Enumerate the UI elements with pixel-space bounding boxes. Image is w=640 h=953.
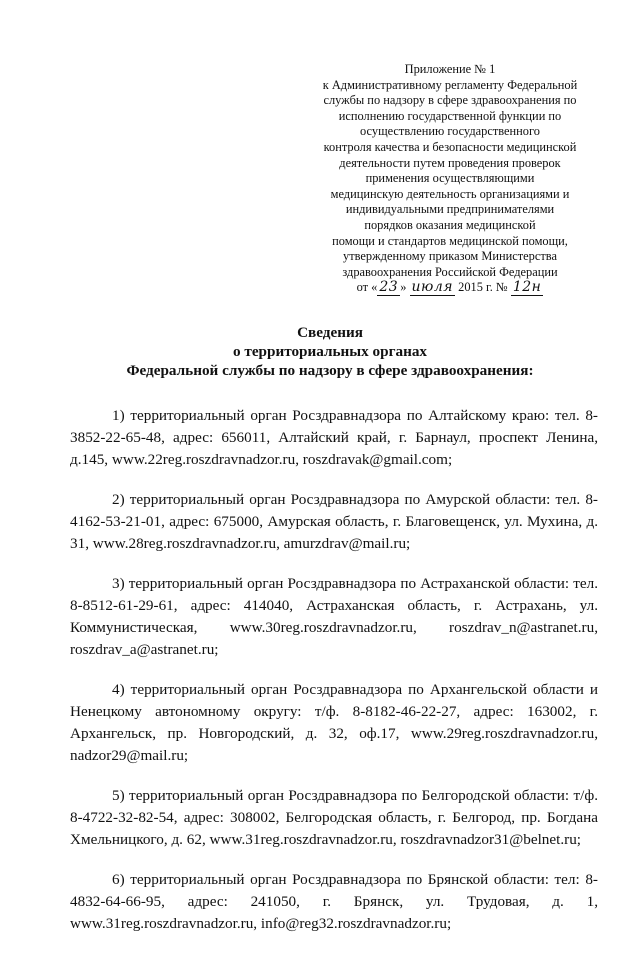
date-mid: » xyxy=(400,280,407,295)
title-line: о территориальных органах xyxy=(232,343,428,360)
appendix-block xyxy=(300,62,600,296)
entries-list xyxy=(70,405,598,953)
document-title xyxy=(60,323,600,380)
appendix-line: деятельности путем проведения проверок xyxy=(339,155,561,170)
title-line: Сведения xyxy=(297,324,363,341)
handwritten-order-number: 12н xyxy=(512,279,542,296)
title-line: Федеральной службы по надзору в сфере здравоохранения: xyxy=(126,362,534,379)
appendix-line: осуществлению государственного xyxy=(360,124,540,139)
appendix-line: индивидуальными предпринимателями xyxy=(345,202,555,217)
appendix-line: службы по надзору в сфере здравоохранения по xyxy=(323,93,577,108)
entry-belgorod: 5) территориальный орган Росздравнадзора по Белгородской области: т/ф. 8-4722-32-82-54, адрес: 308002, Белгородская область, г. Белгород, пр. Богдана Хмельницкого, д. 62, www.31reg.roszdravnadzor.ru, roszdravnadzor31@belnet.ru; xyxy=(70,787,598,848)
handwritten-month: июля xyxy=(411,279,454,296)
entry-amur: 2) территориальный орган Росздравнадзора по Амурской области: тел. 8-4162-53-21-01, адрес: 675000, Амурская область, г. Благовещенск, ул. Мухина, д. 31, www.28reg.roszdravnadzor.ru, amurzdrav@mail.ru; xyxy=(70,491,598,552)
entry-astrakhan: 3) территориальный орган Росздравнадзора по Астраханской области: тел. 8-8512-61-29-61, адрес: 414040, Астраханская область, г. Астрахань, ул. Коммунистическая, www.30reg.roszdravnadzor.ru, roszdrav_n@astranet.ru, roszdrav_a@astranet.ru; xyxy=(70,575,598,658)
appendix-line: порядков оказания медицинской xyxy=(364,217,536,232)
entry-arkhangelsk: 4) территориальный орган Росздравнадзора по Архангельской области и Ненецкому автономному округу: т/ф. 8-8182-46-22-27, адрес: 163002, г. Архангельск, пр. Новгородский, д. 32, оф.17, www.29reg.roszdravnadzor.ru, nadzor29@mail.ru; xyxy=(70,681,598,764)
appendix-line: помощи и стандартов медицинской помощи, xyxy=(332,233,568,248)
order-date-line xyxy=(300,280,600,296)
entry-bryansk: 6) территориальный орган Росздравнадзора по Брянской области: тел: 8-4832-64-66-95, адрес: 241050, г. Брянск, ул. Трудовая, д. 1, www.31reg.roszdravnadzor.ru, info@reg32.roszdravnadzor.ru; xyxy=(70,871,598,932)
date-prefix: от « xyxy=(356,280,378,295)
entry-altai: 1) территориальный орган Росздравнадзора по Алтайскому краю: тел. 8-3852-22-65-48, адрес: 656011, Алтайский край, г. Барнаул, проспект Ленина, д.145, www.22reg.roszdravnadzor.ru, roszdravak@gmail.com; xyxy=(70,407,598,468)
appendix-line: утвержденному приказом Министерства xyxy=(343,249,557,264)
appendix-line: к Административному регламенту Федеральной xyxy=(322,77,578,92)
appendix-line: здравоохранения Российской Федерации xyxy=(342,264,558,279)
handwritten-day: 23 xyxy=(379,279,399,296)
appendix-line: применения осуществляющими xyxy=(365,171,535,186)
appendix-line: контроля качества и безопасности медицинской xyxy=(323,139,577,154)
appendix-line: исполнению государственной функции по xyxy=(338,108,562,123)
appendix-number: Приложение № 1 xyxy=(404,62,496,76)
date-year: 2015 г. № xyxy=(458,280,508,295)
appendix-line: медицинскую деятельность организациями и xyxy=(330,186,570,201)
